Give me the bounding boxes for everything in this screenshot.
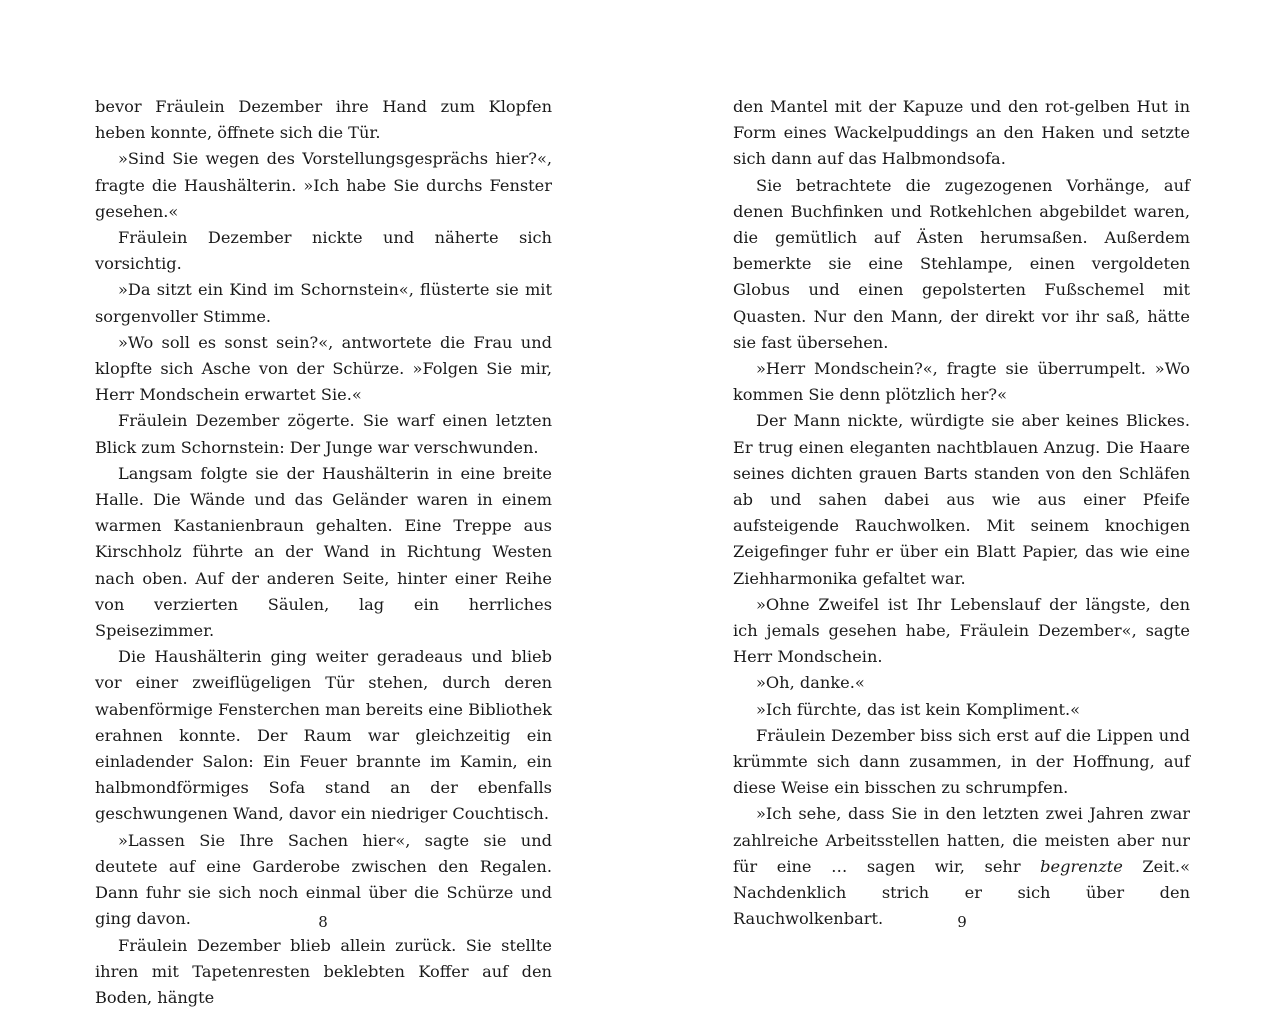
paragraph: Fräulein Dezember zögerte. Sie warf einen letzten Blick zum Schornstein: Der Junge war verschwunden. xyxy=(95,408,552,460)
paragraph: Fräulein Dezember biss sich erst auf die Lippen und krümmte sich dann zusammen, in der Hoffnung, auf diese Weise ein bisschen zu schrumpfen. xyxy=(733,723,1190,802)
paragraph: »Oh, danke.« xyxy=(733,670,1190,696)
paragraph: »Lassen Sie Ihre Sachen hier«, sagte sie und deutete auf eine Garderobe zwischen den Regalen. Dann fuhr sie sich noch einmal über die Schürze und ging davon. xyxy=(95,828,552,933)
paragraph-text: »Ich sehe, dass Sie in den letzten zwei Jahren zwar zahlreiche Arbeitsstellen hatten, die meisten aber nur für eine … sagen wir, sehr xyxy=(733,804,1190,875)
right-page xyxy=(733,94,1190,933)
paragraph: »Da sitzt ein Kind im Schornstein«, flüsterte sie mit sorgenvoller Stimme. xyxy=(95,277,552,329)
left-page-text xyxy=(95,94,552,1011)
paragraph: Langsam folgte sie der Haushälterin in eine breite Halle. Die Wände und das Geländer waren in einem warmen Kastanienbraun gehalten. Eine Treppe aus Kirschholz führte an der Wand in Richtung Westen nach oben. Auf der anderen Seite, hinter einer Reihe von verzierten Säulen, lag ein herrliches Speisezimmer. xyxy=(95,461,552,644)
paragraph-text: Zeit.« Nachdenklich strich er sich über den Rauchwolkenbart. xyxy=(733,857,1190,928)
paragraph: »Ohne Zweifel ist Ihr Lebenslauf der längste, den ich jemals gesehen habe, Fräulein Dezember«, sagte Herr Mondschein. xyxy=(733,592,1190,671)
page-number: 8 xyxy=(293,912,353,932)
left-page xyxy=(95,94,552,1011)
paragraph: »Sind Sie wegen des Vorstellungsgesprächs hier?«, fragte die Haushälterin. »Ich habe Sie durchs Fenster gesehen.« xyxy=(95,146,552,225)
right-page-text xyxy=(733,94,1190,933)
paragraph: Der Mann nickte, würdigte sie aber keines Blickes. Er trug einen eleganten nachtblauen Anzug. Die Haare seines dichten grauen Barts standen von den Schläfen ab und sahen dabei aus wie aus einer Pfeife aufsteigende Rauchwolken. Mit seinem knochigen Zeigefinger fuhr er über ein Blatt Papier, das wie eine Ziehharmonika gefaltet war. xyxy=(733,408,1190,591)
paragraph: den Mantel mit der Kapuze und den rot-gelben Hut in Form eines Wackelpuddings an den Haken und setzte sich dann auf das Halbmondsofa. xyxy=(733,94,1190,173)
paragraph: »Wo soll es sonst sein?«, antwortete die Frau und klopfte sich Asche von der Schürze. »Folgen Sie mir, Herr Mondschein erwartet Sie.« xyxy=(95,330,552,409)
paragraph: bevor Fräulein Dezember ihre Hand zum Klopfen heben konnte, öffnete sich die Tür. xyxy=(95,94,552,146)
paragraph: Fräulein Dezember blieb allein zurück. Sie stellte ihren mit Tapetenresten beklebten Koffer auf den Boden, hängte xyxy=(95,933,552,1011)
paragraph: Sie betrachtete die zugezogenen Vorhänge, auf denen Buchfinken und Rotkehlchen abgebildet waren, die gemütlich auf Ästen herumsaßen. Außerdem bemerkte sie eine Stehlampe, einen vergoldeten Globus und einen gepolsterten Fußschemel mit Quasten. Nur den Mann, der direkt vor ihr saß, hätte sie fast übersehen. xyxy=(733,173,1190,356)
paragraph: Fräulein Dezember nickte und näherte sich vorsichtig. xyxy=(95,225,552,277)
page-number: 9 xyxy=(932,912,992,932)
paragraph: Die Haushälterin ging weiter geradeaus und blieb vor einer zweiflügeligen Tür stehen, durch deren wabenförmige Fensterchen man bereits eine Bibliothek erahnen konnte. Der Raum war gleichzeitig ein einladender Salon: Ein Feuer brannte im Kamin, ein halbmondförmiges Sofa stand an der ebenfalls geschwungenen Wand, davor ein niedriger Couchtisch. xyxy=(95,644,552,827)
italic-word: begrenzte xyxy=(1040,857,1123,876)
paragraph: »Herr Mondschein?«, fragte sie überrumpelt. »Wo kommen Sie denn plötzlich her?« xyxy=(733,356,1190,408)
paragraph: »Ich fürchte, das ist kein Kompliment.« xyxy=(733,697,1190,723)
